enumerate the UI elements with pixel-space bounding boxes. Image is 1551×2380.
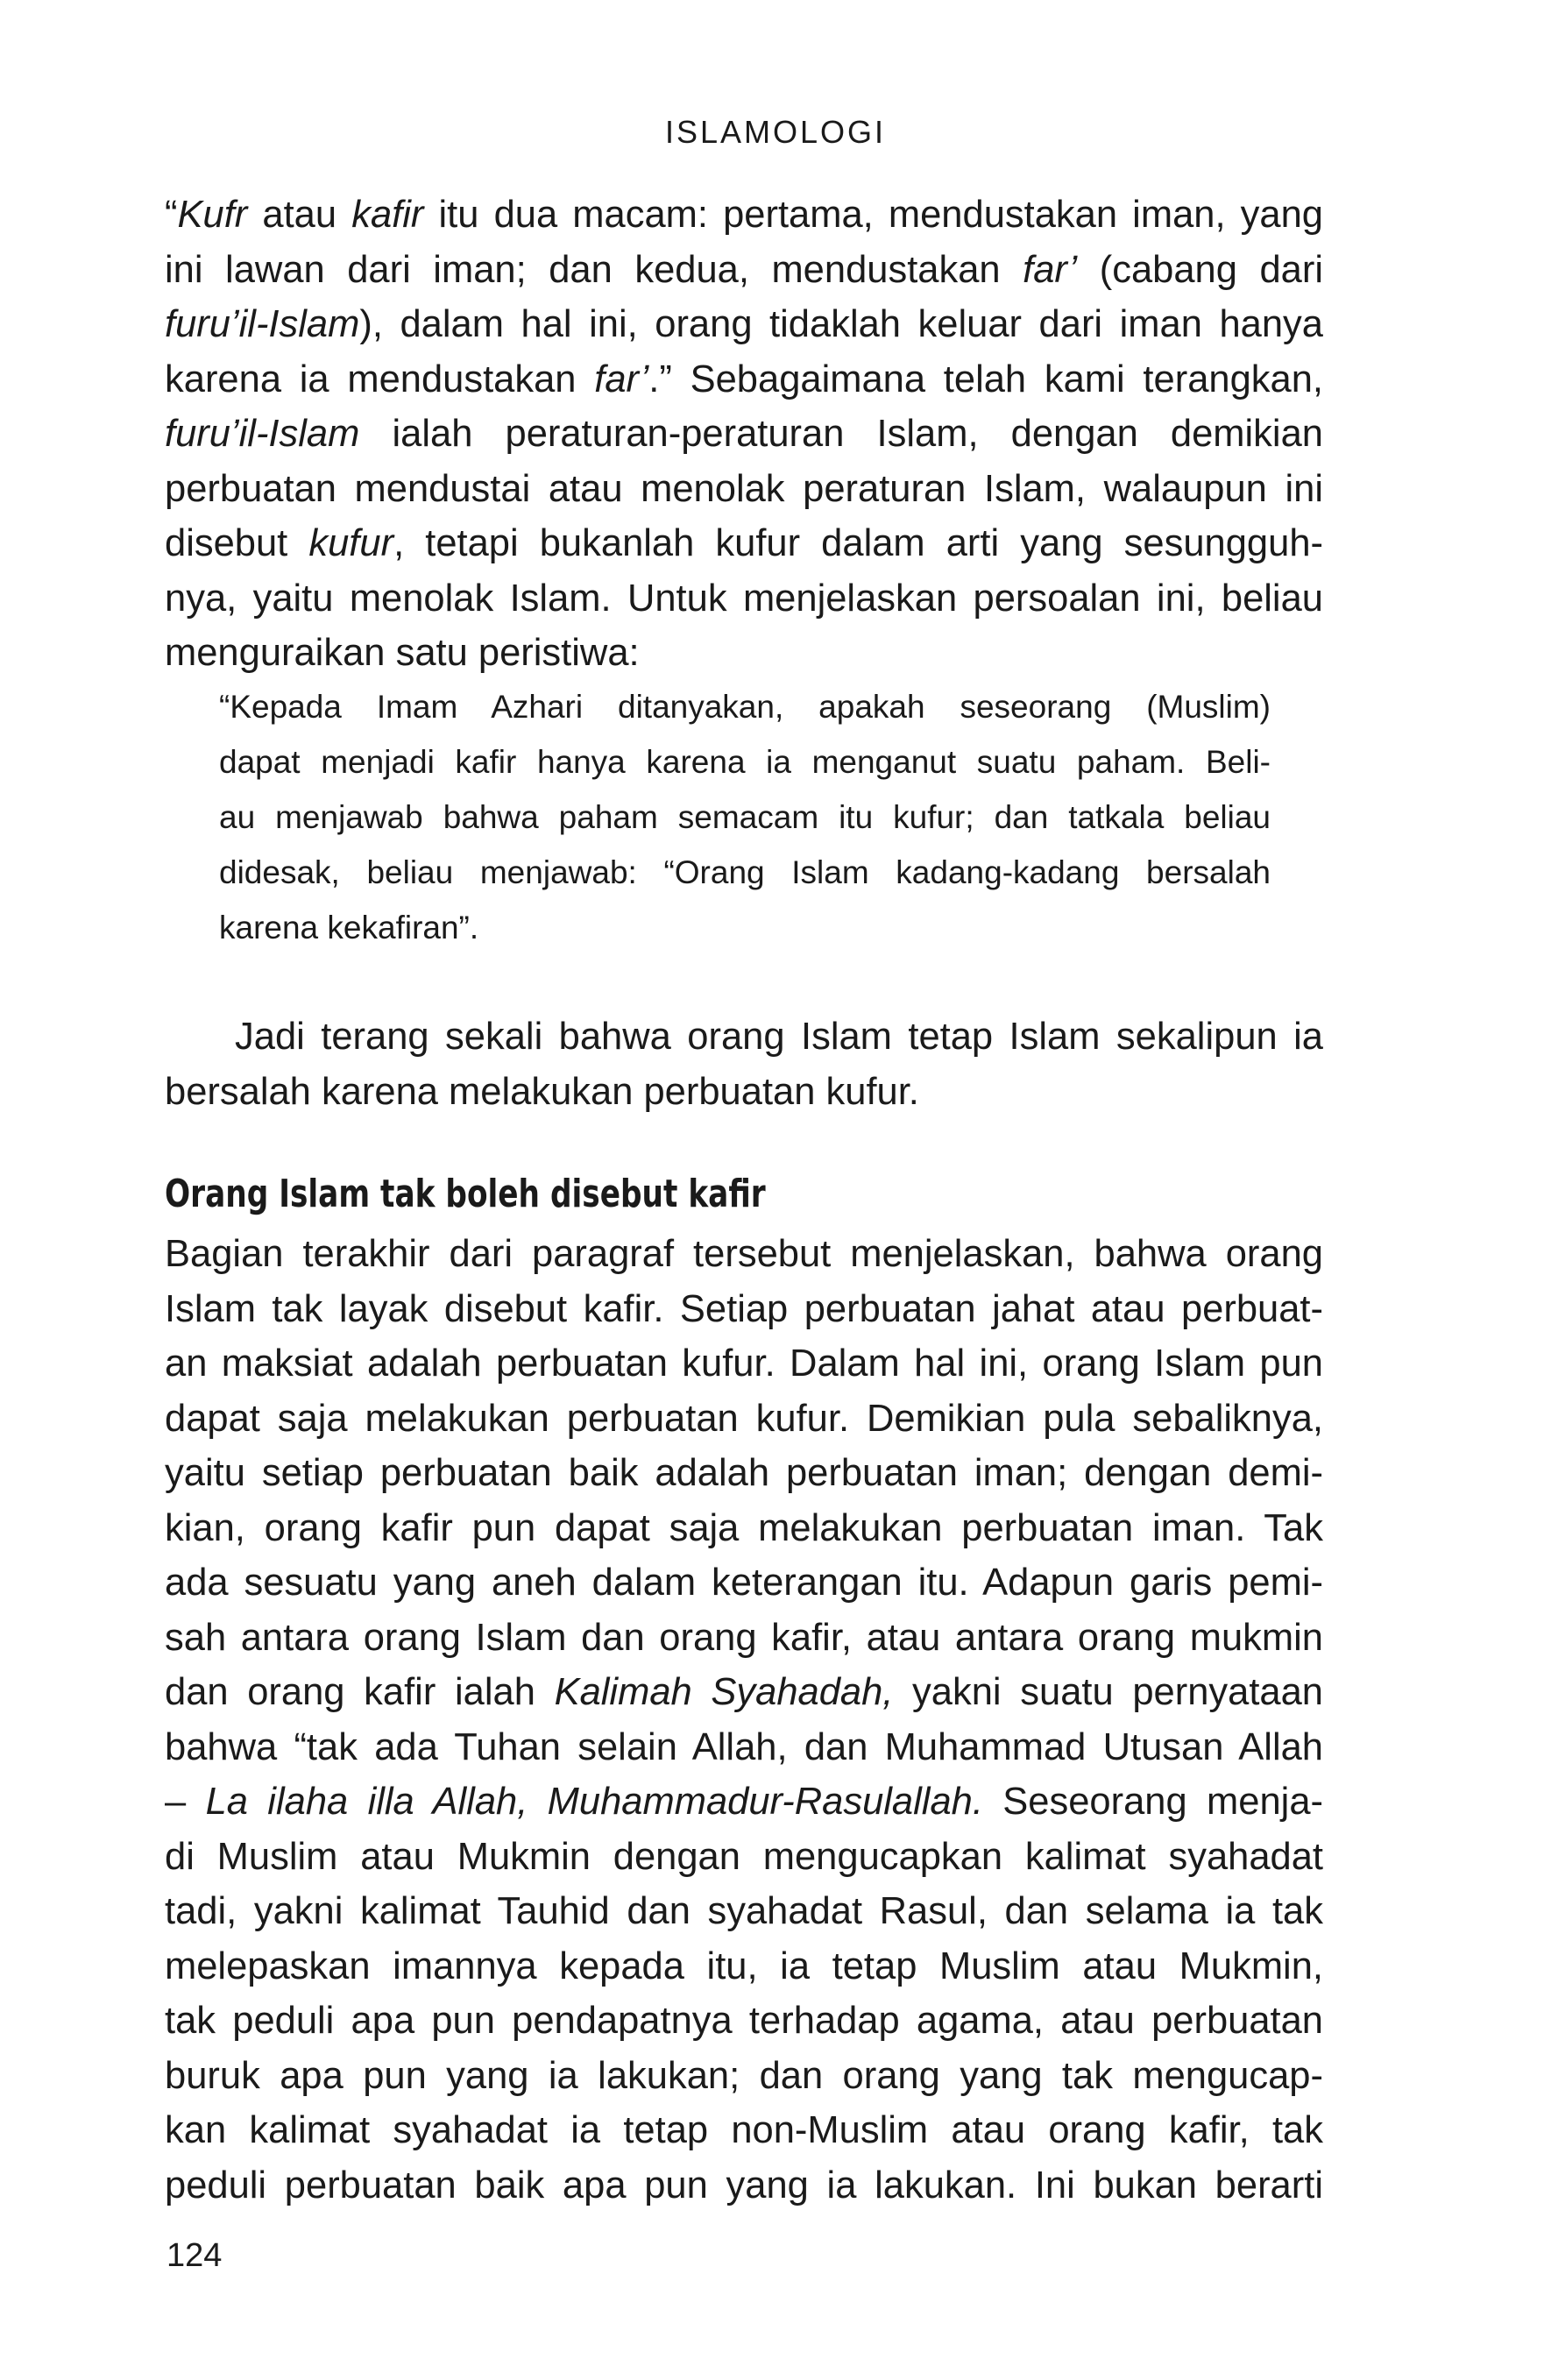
text-line: ada sesuatu yang aneh dalam keterangan itu. Adapun garis pemi- [165,1562,1323,1604]
text-line: di Muslim atau Mukmin dengan mengucapkan kalimat syahadat [165,1835,1323,1878]
quote-line: “Kepada Imam Azhari ditanyakan, apakah seseorang (Muslim) [219,689,1271,725]
text-line: “Kufr atau kafir itu dua macam: pertama, mendustakan iman, yang [165,194,1323,236]
paragraph-1 [165,188,1323,681]
text-line: Jadi terang sekali bahwa orang Islam tetap Islam sekalipun ia [235,1016,1323,1058]
page-number: 124 [166,2237,223,2274]
text-line: furu’il-Islam), dalam hal ini, orang tidaklah keluar dari iman hanya [165,303,1323,345]
text-line: buruk apa pun yang ia lakukan; dan orang yang tak mengucap- [165,2054,1323,2097]
text-line: bahwa “tak ada Tuhan selain Allah, dan Muhammad Utusan Allah [165,1725,1323,1768]
text-line: karena ia mendustakan far’.” Sebagaimana telah kami terangkan, [165,358,1323,400]
quote-line: au menjawab bahwa paham semacam itu kufur; dan tatkala beliau [219,799,1271,835]
quote-line: didesak, beliau menjawab: “Orang Islam kadang-kadang bersalah [219,854,1271,890]
text-line: tadi, yakni kalimat Tauhid dan syahadat Rasul, dan selama ia tak [165,1890,1323,1932]
block-quote [219,679,1271,955]
section-heading: Orang Islam tak boleh disebut kafir [165,1172,766,1216]
text-line: kan kalimat syahadat ia tetap non-Muslim atau orang kafir, tak [165,2109,1323,2151]
quote-line: dapat menjadi kafir hanya karena ia menganut suatu paham. Beli- [219,744,1271,780]
running-header: ISLAMOLOGI [664,114,887,150]
text-line: melepaskan imannya kepada itu, ia tetap Muslim atau Mukmin, [165,1944,1323,1987]
text-line: dapat saja melakukan perbuatan kufur. Demikian pula sebaliknya, [165,1397,1323,1440]
paragraph-3 [165,1227,1323,2213]
text-line: yaitu setiap perbuatan baik adalah perbuatan iman; dengan demi- [165,1452,1323,1494]
text-line: – La ilaha illa Allah, Muhammadur-Rasulallah. Seseorang menja- [165,1781,1324,1823]
text-line: Islam tak layak disebut kafir. Setiap perbuatan jahat atau perbuat- [165,1287,1323,1330]
text-line: bersalah karena melakukan perbuatan kufur. [165,1070,919,1113]
text-line: ini lawan dari iman; dan kedua, mendustakan far’ (cabang dari [165,248,1323,291]
text-line: menguraikan satu peristiwa: [165,632,640,674]
text-line: sah antara orang Islam dan orang kafir, atau antara orang mukmin [165,1616,1323,1659]
text-line: dan orang kafir ialah Kalimah Syahadah, yakni suatu pernyataan [165,1671,1324,1713]
text-line: Bagian terakhir dari paragraf tersebut menjelaskan, bahwa orang [165,1233,1323,1275]
text-line: kian, orang kafir pun dapat saja melakukan perbuatan iman. Tak [165,1506,1323,1549]
paragraph-2 [165,1009,1323,1119]
text-line: tak peduli apa pun pendapatnya terhadap agama, atau perbuatan [165,2000,1323,2042]
text-line: disebut kufur, tetapi bukanlah kufur dalam arti yang sesungguh- [165,522,1323,564]
text-line: an maksiat adalah perbuatan kufur. Dalam hal ini, orang Islam pun [165,1342,1323,1385]
quote-line: karena kekafiran”. [219,910,479,946]
text-line: peduli perbuatan baik apa pun yang ia lakukan. Ini bukan berarti [165,2164,1323,2206]
text-line: nya, yaitu menolak Islam. Untuk menjelaskan persoalan ini, beliau [165,577,1323,620]
text-line: furu’il-Islam ialah peraturan-peraturan Islam, dengan demikian [165,413,1323,455]
text-line: perbuatan mendustai atau menolak peraturan Islam, walaupun ini [165,467,1323,510]
